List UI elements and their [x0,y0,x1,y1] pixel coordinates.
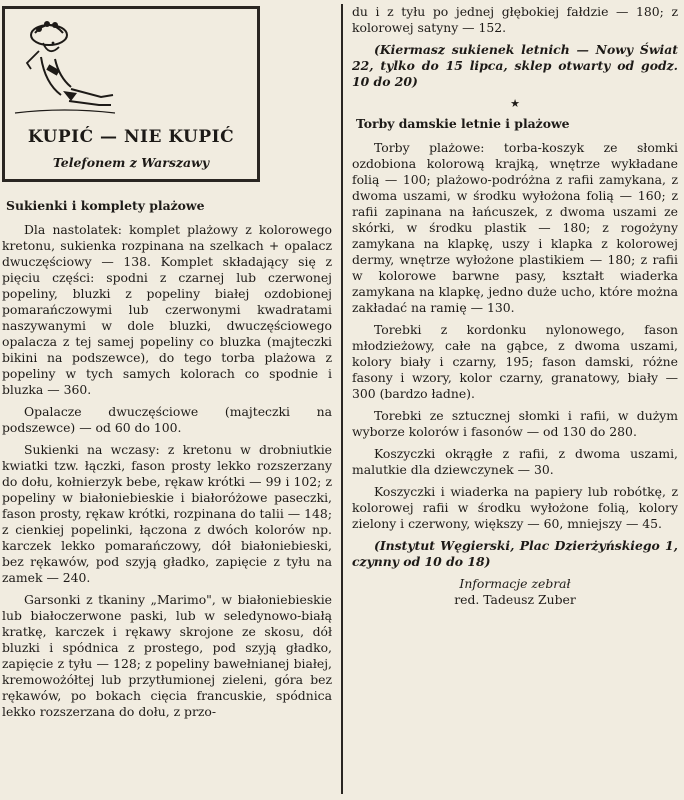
column-divider [341,4,343,794]
column-header-box [2,6,260,182]
signature-author: red. Tadeusz Zuber [454,592,576,607]
paragraph: Koszyczki i wiaderka na papiery lub robótkę, z kolorowej rafii w środku wyłożone folią, kolory zielony i czerwony, większy — 60, mniejszy — 45. [352,484,678,531]
paragraph: Torebki ze sztucznej słomki i rafii, w dużym wyborze kolorów i fasonów — od 130 do 280. [352,408,678,439]
paragraph: Dla nastolatek: komplet plażowy z kolorowego kretonu, sukienka rozpinana na szelkach + opalacz dwuczęściowy — 138. Komplet składający się z pięciu części: spodni z czarnej lub czerwonej popeliny, bluzki z popeliny białej ozdobionej pomarańczowymi lub czerwonymi kwadratami naszywanymi w dole bluzki, dwuczęściowego opalacza z tej samej popeliny co bluzka (majteczki bikini na podszewce), do tego torba plażowa z popeliny w tych samych kolorach co spodnie i bluzka — 360. [2,222,332,397]
right-column [352,4,678,608]
source-credit: (Instytut Węgierski, Plac Dzierżyńskiego 1, czynny od 10 do 18) [352,538,678,569]
section-title-dresses: Sukienki i komplety plażowe [6,198,205,213]
star-separator-icon: ★ [510,97,520,110]
sunbathing-woman-illustration [9,13,119,123]
column-subtitle: Telefonem z Warszawy [52,155,210,170]
paragraph: Garsonki z tkaniny „Marimo", w białoniebieskie lub białoczerwone paski, lub w seledynowo-białą kratkę, karczek i rękawy skrojone ze skosu, dół bluzki i spódnica z prostego, pod szyją gładko, zapięcie z tyłu — 128; z popeliny bawełnianej białej, kremowożółtej lub przytłumionej zieleni, góra bez rękawów, po bokach cięcia francuskie, spódnica lekko rozszerzana do dołu, z przo- [2,592,332,719]
paragraph: Sukienki na wczasy: z kretonu w drobniutkie kwiatki tzw. łączki, fason prosty lekko rozszerzany do dołu, kołnierzyk bebe, rękaw krótki — 99 i 102; z popeliny w białoniebieskie i białoróżowe paseczki, fason prosty, rękaw krótki, rozpinana do talii — 148; z cienkiej popelinki, łączona z dwóch kolorów np. karczek lekko pomarańczowy, dół białoniebieski, bez rękawów, pod szyją gładko, zapięcie z tyłu na zamek — 240. [2,442,332,585]
source-credit: (Kiermasz sukienek letnich — Nowy Świat 22, tylko do 15 lipca, sklep otwarty od godz. 10 do 20) [352,42,678,89]
paragraph: Opalacze dwuczęściowe (majteczki na podszewce) — od 60 do 100. [2,404,332,435]
paragraph: Torebki z kordonku nylonowego, fason młodzieżowy, całe na gąbce, z dwoma uszami, kolory biały i czarny, 195; fason damski, różne fasony i wzory, kolor czarny, granatowy, biały — 300 (bardzo ładne). [352,322,678,401]
section-title-bags: Torby damskie letnie i plażowe [356,116,570,131]
paragraph: Koszyczki okrągłe z rafii, z dwoma uszami, malutkie dla dziewczynek — 30. [352,446,678,477]
paragraph-continuation: du i z tyłu po jednej głębokiej fałdzie — 180; z kolorowej satyny — 152. [352,4,678,35]
paragraph: Torby plażowe: torba-koszyk ze słomki ozdobiona kolorową krajką, wnętrze wykładane folią — 100; plażowo-podróżna z rafii zamykana, z dwoma uszami, w środku wyłożona folią — 160; z rafii zapinana na łańcuszek, z dwoma uszami ze skórki, w środku plastik — 180; z rogożyny zamykana na klapkę, uszy i klapka z kolorowej dermy, wnętrze wyłożone plastikiem — 180; z rafii w kolorowe barwne pasy, kształt wiaderka zamykana na klapkę, jedno duże ucho, które można zakładać na ramię — 130. [352,140,678,315]
left-column [2,198,332,726]
signature-line: Informacje zebrał [459,576,571,591]
author-signature [352,576,678,608]
column-title: KUPIĆ — NIE KUPIĆ [27,127,235,147]
